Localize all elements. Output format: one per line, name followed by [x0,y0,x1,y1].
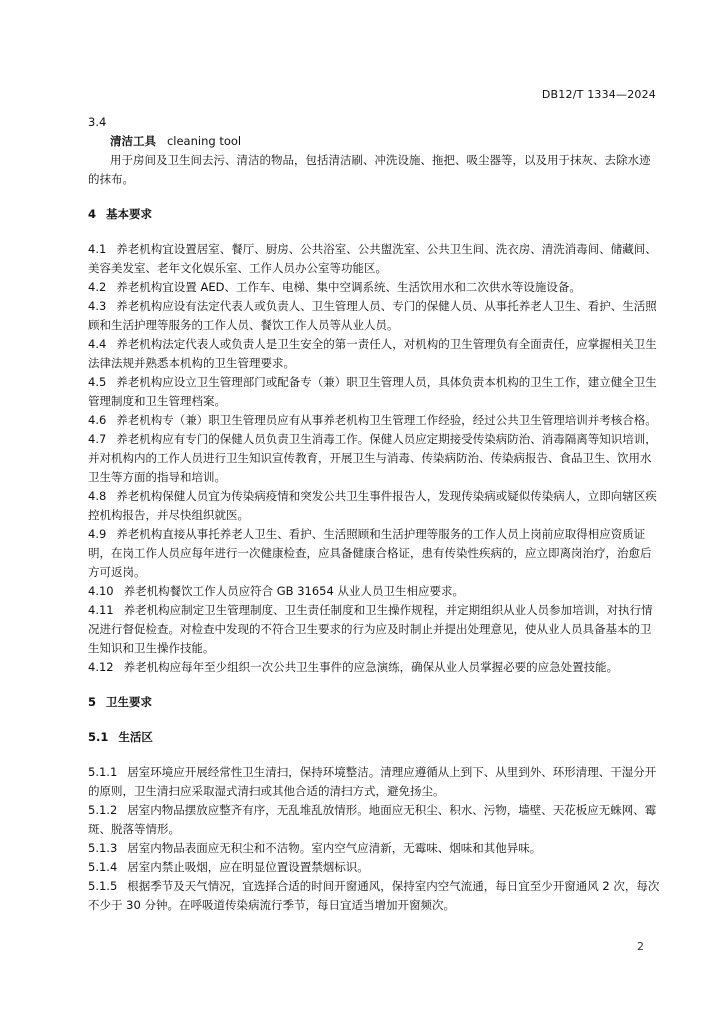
clause-4-10 [88,582,660,601]
clause-number: 4.11 [88,603,114,617]
clause-text: 根据季节及天气情况，宜选择合适的时间开窗通风，保持室内空气流通，每日宜至少开窗通风 2 次，每次不少于 30 分钟。在呼吸道传染病流行季节，每日宜适当增加开窗频次。 [88,879,660,912]
clause-text: 养老机构法定代表人或负责人是卫生安全的第一责任人，对机构的卫生管理负有全面责任，应掌握相关卫生法律法规并熟悉本机构的卫生管理要求。 [88,337,657,370]
clause-5-1-3 [88,839,660,858]
clause-text: 养老机构应制定卫生管理制度、卫生责任制度和卫生操作规程，并定期组织从业人员参加培训，对执行情况进行督促检查。对检查中发现的不符合卫生要求的行为应及时制止并提出处理意见，使从业人员具备基本的卫生知识和卫生操作技能。 [88,603,653,655]
clause-text: 养老机构专（兼）职卫生管理员应有从事养老机构卫生管理工作经验，经过公共卫生管理培训并考核合格。 [116,413,657,427]
clause-text: 养老机构应设立卫生管理部门或配备专（兼）职卫生管理人员，具体负责本机构的卫生工作，建立健全卫生管理制度和卫生管理档案。 [88,375,657,408]
term-en: cleaning tool [166,134,242,148]
clause-number: 4.5 [88,375,107,389]
clause-text: 养老机构餐饮工作人员应符合 GB 31654 从业人员卫生相应要求。 [123,584,464,598]
clause-text: 养老机构宜设置居室、餐厅、厨房、公共浴室、公共盥洗室、公共卫生间、洗衣房、清洗消毒间、储藏间、美容美发室、老年文化娱乐室、工作人员办公室等功能区。 [88,242,657,275]
clause-text: 居室内物品表面应无积尘和不洁物。室内空气应清新，无霉味、烟味和其他异味。 [127,841,542,855]
clause-text: 养老机构应每年至少组织一次公共卫生事件的应急演练，确保从业人员掌握必要的应急处置技能。 [123,660,619,674]
clause-number: 5.1.3 [88,841,118,855]
section-5-heading [88,693,660,712]
page-number: 2 [637,940,644,953]
subsection-5-1-heading [88,728,660,747]
clause-4-8 [88,487,660,525]
term-zh: 清洁工具 [110,134,156,148]
clause-4-2 [88,278,660,297]
clause-number: 4.4 [88,337,107,351]
clause-text: 养老机构应设有法定代表人或负责人、卫生管理人员、专门的保健人员、从事托养老人卫生、看护、生活照顾和生活护理等服务的工作人员、餐饮工作人员等从业人员。 [88,299,657,332]
clause-number: 4.8 [88,489,107,503]
clause-4-1 [88,240,660,278]
clause-5-1-2 [88,801,660,839]
clause-number: 4.6 [88,413,107,427]
clause-4-6 [88,411,660,430]
page-content [88,113,660,915]
section-5-clauses [88,763,660,915]
clause-text: 居室环境应开展经常性卫生清扫，保持环境整洁。清理应遵循从上到下、从里到外、环形清理、干湿分开的原则，卫生清扫应采取湿式清扫或其他合适的清扫方式，避免扬尘。 [88,765,657,798]
term-title [88,132,660,151]
section-4-title: 基本要求 [106,207,153,221]
clause-number: 4.10 [88,584,114,598]
clause-number: 4.9 [88,527,107,541]
clause-4-4 [88,335,660,373]
clause-text: 居室内禁止吸烟，应在明显位置设置禁烟标识。 [127,860,369,874]
clause-number: 5.1.1 [88,765,118,779]
section-4-heading [88,205,660,224]
clause-text: 居室内物品摆放应整齐有序，无乱堆乱放情形。地面应无积尘、积水、污物，墙壁、天花板应无蛛网、霉斑、脱落等情形。 [88,803,657,836]
clause-5-1-5 [88,877,660,915]
term-definition: 用于房间及卫生间去污、清洁的物品，包括清洁刷、冲洗设施、拖把、吸尘器等，以及用于抹灰、去除水迹的抹布。 [88,153,651,186]
standard-number-header: DB12/T 1334—2024 [541,88,656,101]
clause-4-9 [88,525,660,582]
clause-4-11 [88,601,660,658]
section-4-clauses [88,240,660,677]
clause-number: 5.1.4 [88,860,118,874]
clause-5-1-1 [88,763,660,801]
clause-number: 4.7 [88,432,107,446]
clause-number: 4.1 [88,242,107,256]
clause-number: 4.2 [88,280,107,294]
clause-number: 5.1.2 [88,803,118,817]
clause-text: 养老机构应有专门的保健人员负责卫生消毒工作。保健人员应定期接受传染病防治、消毒隔离等知识培训，并对机构内的工作人员进行卫生知识宣传教育，开展卫生与消毒、传染病防治、传染病报告、食品卫生、饮用水卫生等方面的指导和培训。 [88,432,657,484]
clause-number: 4.12 [88,660,114,674]
clause-text: 养老机构保健人员宜为传染病疫情和突发公共卫生事件报告人，发现传染病或疑似传染病人，立即向辖区疾控机构报告，并尽快组织就医。 [88,489,657,522]
clause-number: 4.3 [88,299,107,313]
clause-text: 养老机构宜设置 AED、工作车、电梯、集中空调系统、生活饮用水和二次供水等设施设备。 [116,280,581,294]
section-5-title: 卫生要求 [106,695,153,709]
clause-number: 5.1.5 [88,879,118,893]
term-number: 3.4 [88,115,107,129]
section-5-number: 5 [88,695,97,709]
subsection-5-1-number: 5.1 [88,730,109,744]
subsection-5-1-title: 生活区 [118,730,153,744]
clause-4-5 [88,373,660,411]
clause-5-1-4 [88,858,660,877]
clause-4-12 [88,658,660,677]
clause-text: 养老机构直接从事托养老人卫生、看护、生活照顾和生活护理等服务的工作人员上岗前应取得相应资质证明，在岗工作人员应每年进行一次健康检查，应具备健康合格证，患有传染性疾病的，应立即离岗治疗，治愈后方可返岗。 [88,527,652,579]
clause-4-7 [88,430,660,487]
clause-4-3 [88,297,660,335]
section-4-number: 4 [88,207,97,221]
